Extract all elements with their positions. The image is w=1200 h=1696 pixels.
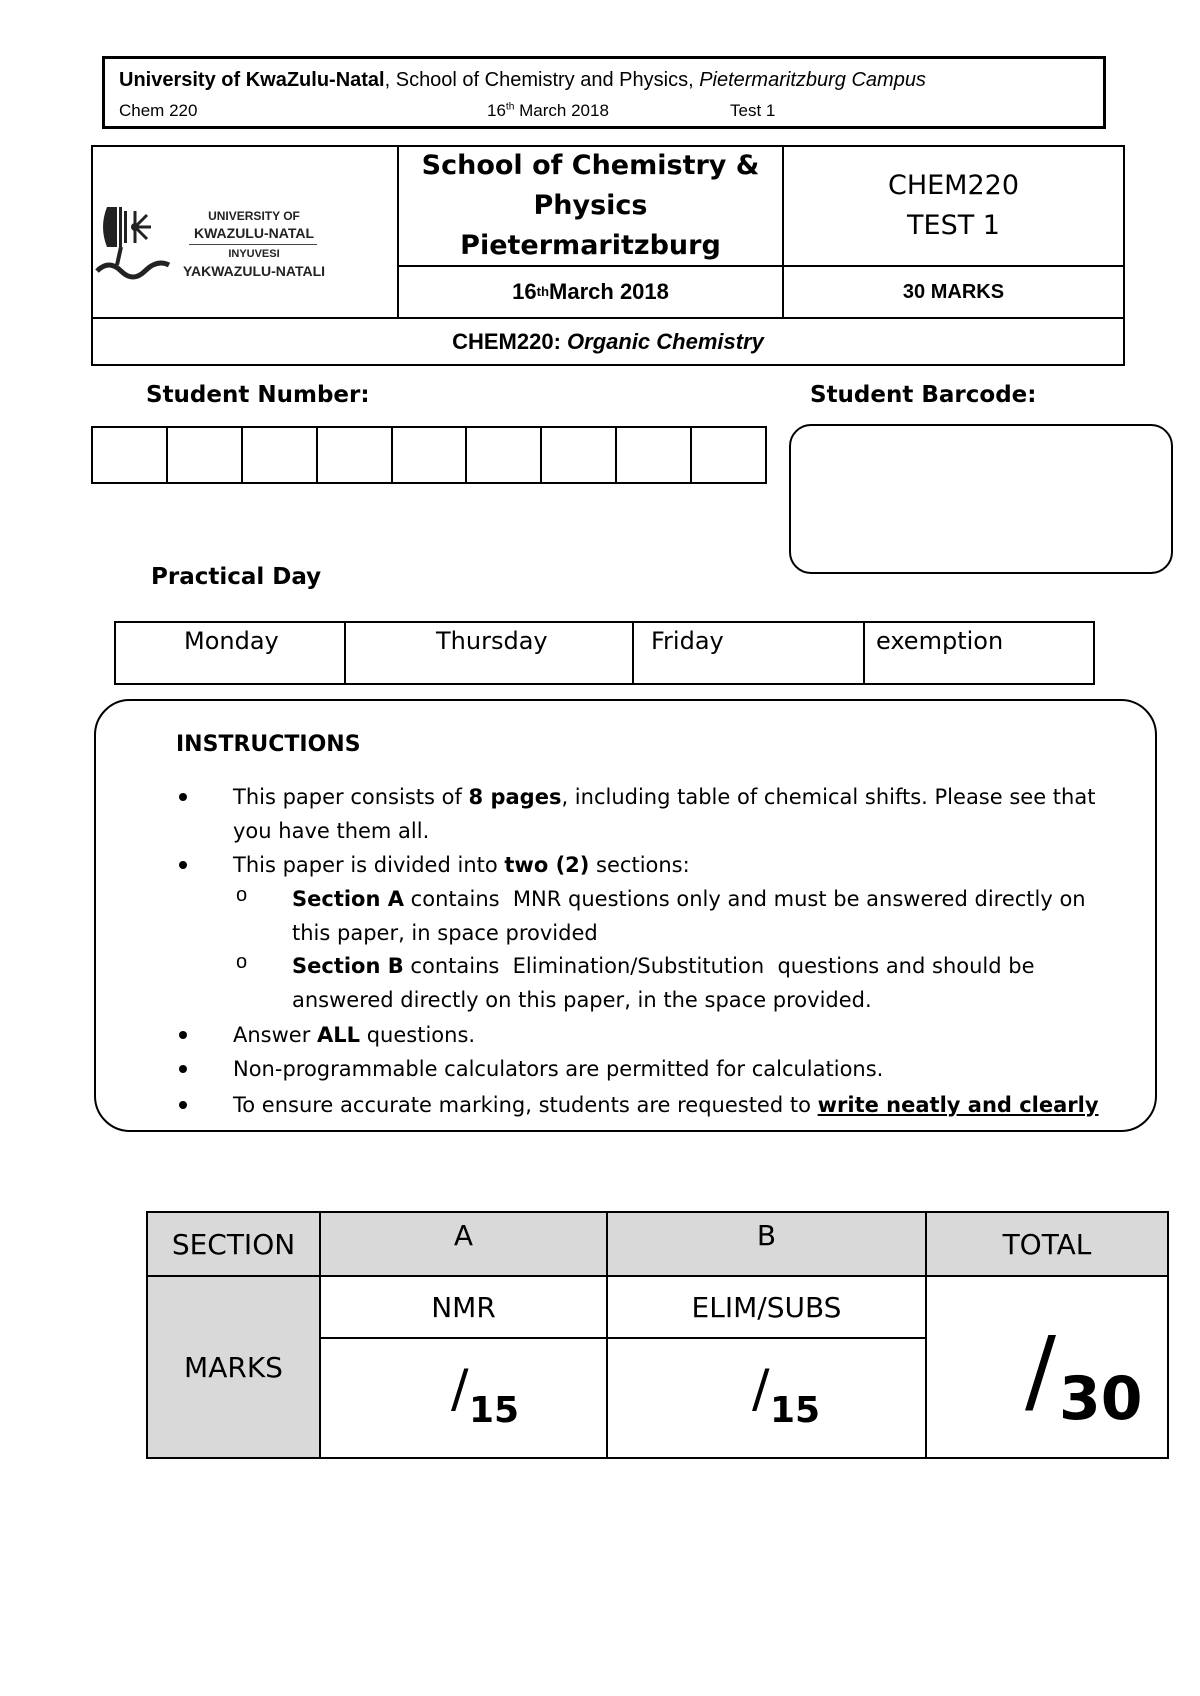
- student-number-digit-box[interactable]: [393, 428, 468, 482]
- total-score-box[interactable]: [927, 1277, 1167, 1457]
- instruction-section-a: [292, 882, 1086, 916]
- section-b-out-of: 15: [770, 1390, 821, 1431]
- university-name: University of KwaZulu-Natal: [119, 69, 385, 91]
- marks-table: [146, 1211, 1169, 1459]
- university-logo: [93, 147, 399, 317]
- day-option-thursday[interactable]: [346, 623, 634, 683]
- section-b-name: ELIM/SUBS: [608, 1277, 927, 1339]
- day-label-friday: Friday: [651, 627, 724, 655]
- student-number-digit-box[interactable]: [467, 428, 542, 482]
- day-label-exemption: exemption: [876, 627, 1004, 655]
- subject-name: Organic Chemistry: [567, 328, 764, 354]
- section-b-score-box[interactable]: [608, 1339, 927, 1457]
- section-b-slash: /: [752, 1359, 770, 1419]
- logo-line-3: INYUVESI: [228, 248, 280, 260]
- header-line-1: [119, 69, 926, 92]
- header-course: Chem 220: [119, 101, 198, 120]
- school-title-line-3: Pietermaritzburg: [460, 230, 721, 261]
- answer-all-pre: Answer: [233, 1023, 318, 1047]
- instruction-sections-bold: two (2): [504, 853, 590, 877]
- section-a-score-box[interactable]: [321, 1339, 608, 1457]
- neatness-pre: To ensure accurate marking, students are requested to: [233, 1093, 818, 1117]
- student-number-digit-box[interactable]: [318, 428, 393, 482]
- bullet-icon: [179, 1065, 187, 1073]
- header-strip: [102, 56, 1106, 129]
- instruction-answer-all: [233, 1018, 475, 1052]
- student-number-boxes: [91, 426, 767, 484]
- day-option-friday[interactable]: [634, 623, 865, 683]
- section-a-header: A: [321, 1213, 608, 1277]
- answer-all-bold: ALL: [317, 1023, 361, 1047]
- section-a-text: contains MNR questions only and must be answered directly on: [404, 887, 1086, 911]
- section-a-name: NMR: [321, 1277, 608, 1339]
- marks-row-label: MARKS: [148, 1277, 321, 1457]
- practical-day-label: Practical Day: [151, 564, 322, 590]
- header-test: Test 1: [730, 101, 776, 120]
- school-title: [399, 147, 784, 267]
- instruction-sections-post: sections:: [589, 853, 690, 877]
- instruction-pages-continued: you have them all.: [233, 819, 430, 843]
- school-name: , School of Chemistry and Physics,: [384, 69, 700, 91]
- total-marks-label: 30 MARKS: [902, 280, 1005, 303]
- instruction-section-a-continued: this paper, in space provided: [292, 921, 598, 945]
- exam-date: 16 th March 2018: [399, 267, 784, 317]
- campus-name: Pietermaritzburg Campus: [699, 69, 926, 91]
- instruction-neatness: [233, 1088, 1099, 1122]
- section-a-bold: Section A: [292, 887, 404, 911]
- student-number-digit-box[interactable]: [542, 428, 617, 482]
- bullet-icon: [179, 861, 187, 869]
- logo-divider: [189, 244, 317, 245]
- ukzn-crest-icon: [95, 205, 171, 287]
- student-barcode-label: Student Barcode:: [810, 382, 1037, 408]
- header-date-suffix: th: [505, 101, 515, 113]
- instruction-pages-pre: This paper consists of: [233, 785, 469, 809]
- logo-line-4: YAKWAZULU-NATALI: [182, 263, 326, 279]
- instruction-sections-pre: This paper is divided into: [233, 853, 505, 877]
- day-label-thursday: Thursday: [436, 627, 548, 655]
- instruction-calculators: Non-programmable calculators are permitted for calculations.: [233, 1057, 884, 1081]
- bullet-icon: [179, 1101, 187, 1109]
- student-number-digit-box[interactable]: [93, 428, 168, 482]
- answer-all-post: questions.: [360, 1023, 476, 1047]
- student-number-digit-box[interactable]: [692, 428, 765, 482]
- section-header: SECTION: [148, 1213, 321, 1277]
- circle-bullet-icon: o: [236, 951, 248, 973]
- logo-line-1: UNIVERSITY OF: [208, 209, 300, 223]
- day-option-exemption[interactable]: [865, 623, 1093, 683]
- instructions-title: INSTRUCTIONS: [176, 732, 361, 757]
- header-date: [487, 101, 609, 121]
- header-date-day: 16: [487, 101, 506, 120]
- bullet-icon: [179, 1031, 187, 1039]
- instruction-pages-bold: 8 pages: [468, 785, 562, 809]
- test-label: TEST 1: [907, 210, 1000, 241]
- total-header: TOTAL: [927, 1213, 1167, 1277]
- student-barcode-box[interactable]: [789, 424, 1173, 574]
- school-title-line-2: Physics: [533, 190, 648, 221]
- practical-day-table: [114, 621, 1095, 685]
- instructions-box: [94, 699, 1157, 1132]
- bullet-icon: [179, 793, 187, 801]
- course-code: CHEM220: [887, 170, 1020, 201]
- total-out-of: 30: [1059, 1364, 1143, 1434]
- day-option-monday[interactable]: [116, 623, 346, 683]
- instruction-pages-post: , including table of chemical shifts. Please see that: [561, 785, 1096, 809]
- circle-bullet-icon: o: [236, 884, 248, 906]
- neatness-underlined: write neatly and clearly: [817, 1093, 1099, 1117]
- course-title: [784, 147, 1123, 267]
- student-number-label: Student Number:: [146, 382, 370, 408]
- subject-code: CHEM220:: [452, 328, 568, 354]
- instruction-section-b: [292, 949, 1035, 983]
- instruction-section-b-continued: answered directly on this paper, in the space provided.: [292, 988, 872, 1012]
- student-number-digit-box[interactable]: [168, 428, 243, 482]
- section-b-text: contains Elimination/Substitution questions and should be: [403, 954, 1035, 978]
- student-number-digit-box[interactable]: [243, 428, 318, 482]
- section-a-slash: /: [451, 1359, 469, 1419]
- section-b-bold: Section B: [292, 954, 404, 978]
- student-number-digit-box[interactable]: [617, 428, 692, 482]
- exam-date-day: 16: [512, 279, 537, 304]
- school-title-line-1: School of Chemistry &: [421, 150, 760, 181]
- instruction-pages: [233, 780, 1095, 814]
- exam-date-rest: March 2018: [549, 279, 669, 304]
- subject-row: [93, 317, 1123, 364]
- total-slash: /: [1025, 1317, 1056, 1424]
- logo-line-2: KWAZULU-NATAL: [193, 225, 314, 241]
- section-a-out-of: 15: [469, 1390, 520, 1431]
- title-table: [91, 145, 1125, 366]
- day-label-monday: Monday: [184, 627, 279, 655]
- instruction-sections: [233, 848, 690, 882]
- section-b-header: B: [608, 1213, 927, 1277]
- header-date-rest: March 2018: [514, 101, 609, 120]
